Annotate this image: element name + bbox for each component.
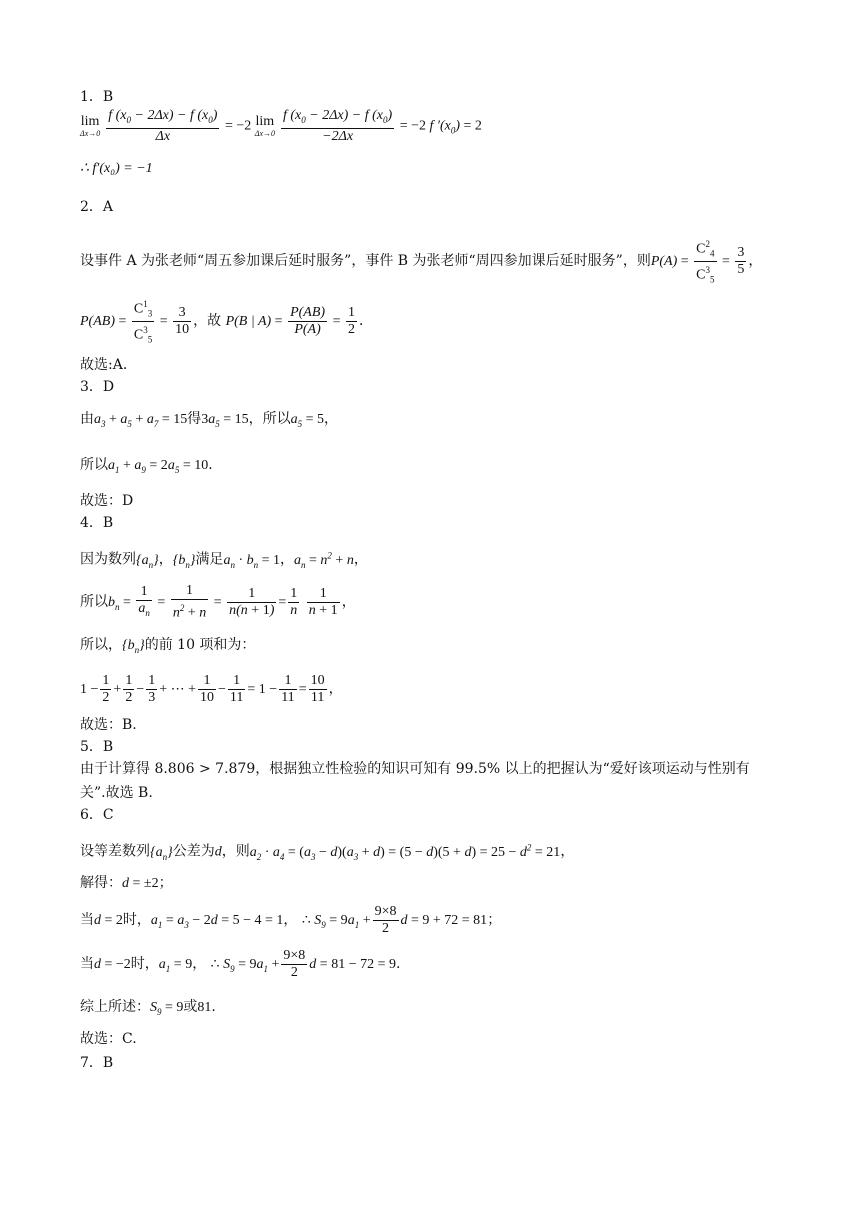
- answer-3-heading: 3．D: [80, 379, 115, 395]
- q3-step-2: 所以$a_1 + a_9 = 2a_5 = 10$.: [80, 457, 213, 475]
- answer-5-heading: 5．B: [80, 739, 114, 755]
- q5-text-line-2: 关”.故选 B.: [80, 785, 153, 801]
- answer-4-heading: 4．B: [80, 515, 114, 531]
- q2-separator: ，故: [193, 313, 222, 330]
- q6-solve: 解得：d = ±2；: [80, 875, 173, 891]
- q6-case-negative: 当d = −2时，$a_1 = 9$， ∴ $S_9 = 9a_1$ + $\frac{9\times 8}{2}$ d = 81 − 72 = 9.: [80, 948, 401, 981]
- q2-intro-text: 设事件 A 为张老师“周五参加课后延时服务”，事件 B 为张老师“周四参加课后延时服务”，则: [80, 253, 651, 270]
- q1-limit-equation: lim Δx→0 $\frac{f (x_0 - 2\Delta x) - f (x_0)}{\Delta x}$ = −2 lim Δx→0 $\frac{f (x_0 - 2\Delta x) - f (x_0)}{-2\Delta x}$ = −2 f $'(x_0) = 2$: [80, 108, 482, 144]
- q6-conclusion: 故选：C.: [80, 1031, 137, 1047]
- answer-1-heading: 1．B: [80, 89, 114, 105]
- q4-sum-equation: 1 − $\frac{1}{2}$ + $\frac{1}{2}$ − $\frac{1}{3}$ + ⋯ + $\frac{1}{10}$ − $\frac{1}{11}$ = 1 − $\frac{1}{11}$ = $\frac{10}{11}$ ，: [80, 673, 343, 706]
- q4-bn-formula: 所以$b_n$ = $\frac{1}{a_n}$ = $\frac{1}{n^2 + n}$ = $\frac{1}{n(n + 1)}$ = $\frac{1}{n}$ $\frac{1}{n + 1}$ ，: [80, 583, 356, 622]
- q1-result: ∴ f′(x₀) = −1: [80, 161, 153, 176]
- q6-setup: 设等差数列$\{a_n\}$公差为d，则$a_2 \cdot a_4 = (a_3 - d)(a_3 + d) = (5 - d)(5 + d) = 25 - d^2 = 21$，: [80, 842, 575, 862]
- q3-step-1: 由$a_3 + a_5 + a_7 = 15$得$3a_5 = 15$，所以$a_5 = 5$，: [80, 411, 339, 429]
- q2-conditional-probability: P(AB) = $\frac{C^1_3}{C^3_5}$ = $\frac{3}{10}$ ，故 P(B | A) = $\frac{P(AB)}{P(A)}$ = $\frac{1}{2}$ ．: [80, 296, 373, 340]
- q5-text-line-1: 由于计算得 8.806 > 7.879，根据独立性检验的知识可知有 99.5% 以上的把握认为“爱好该项运动与性别有: [80, 761, 750, 777]
- answer-6-heading: 6．C: [80, 807, 114, 823]
- q6-summary: 综上所述：$S_9 = 9$或81.: [80, 999, 216, 1017]
- answer-7-heading: 7．B: [80, 1055, 114, 1071]
- answer-2-heading: 2．A: [80, 199, 114, 215]
- q2-conclusion: 故选:A．: [80, 357, 137, 373]
- q4-sum-intro: 所以，$\{b_n\}$的前 10 项和为：: [80, 637, 256, 655]
- q4-given: 因为数列$\{a_n\}$，$\{b_n\}$满足$a_n \cdot b_n = 1$，$a_n = n^2 + n$，: [80, 550, 368, 570]
- q6-case-positive: 当d = 2时，$a_1 = a_3 - 2d = 5 - 4 = 1$， ∴ $S_9 = 9a_1$ + $\frac{9\times 8}{2}$ d = 9 + 72 = 81；: [80, 904, 502, 937]
- q2-event-definition: 设事件 A 为张老师“周五参加课后延时服务”，事件 B 为张老师“周四参加课后延时服务”，则P(A) = $\frac{C^2_4}{C^3_5}$ = $\frac{3}{5}$ ，: [80, 236, 762, 280]
- q3-conclusion: 故选：D: [80, 493, 134, 509]
- q4-conclusion: 故选：B.: [80, 717, 137, 733]
